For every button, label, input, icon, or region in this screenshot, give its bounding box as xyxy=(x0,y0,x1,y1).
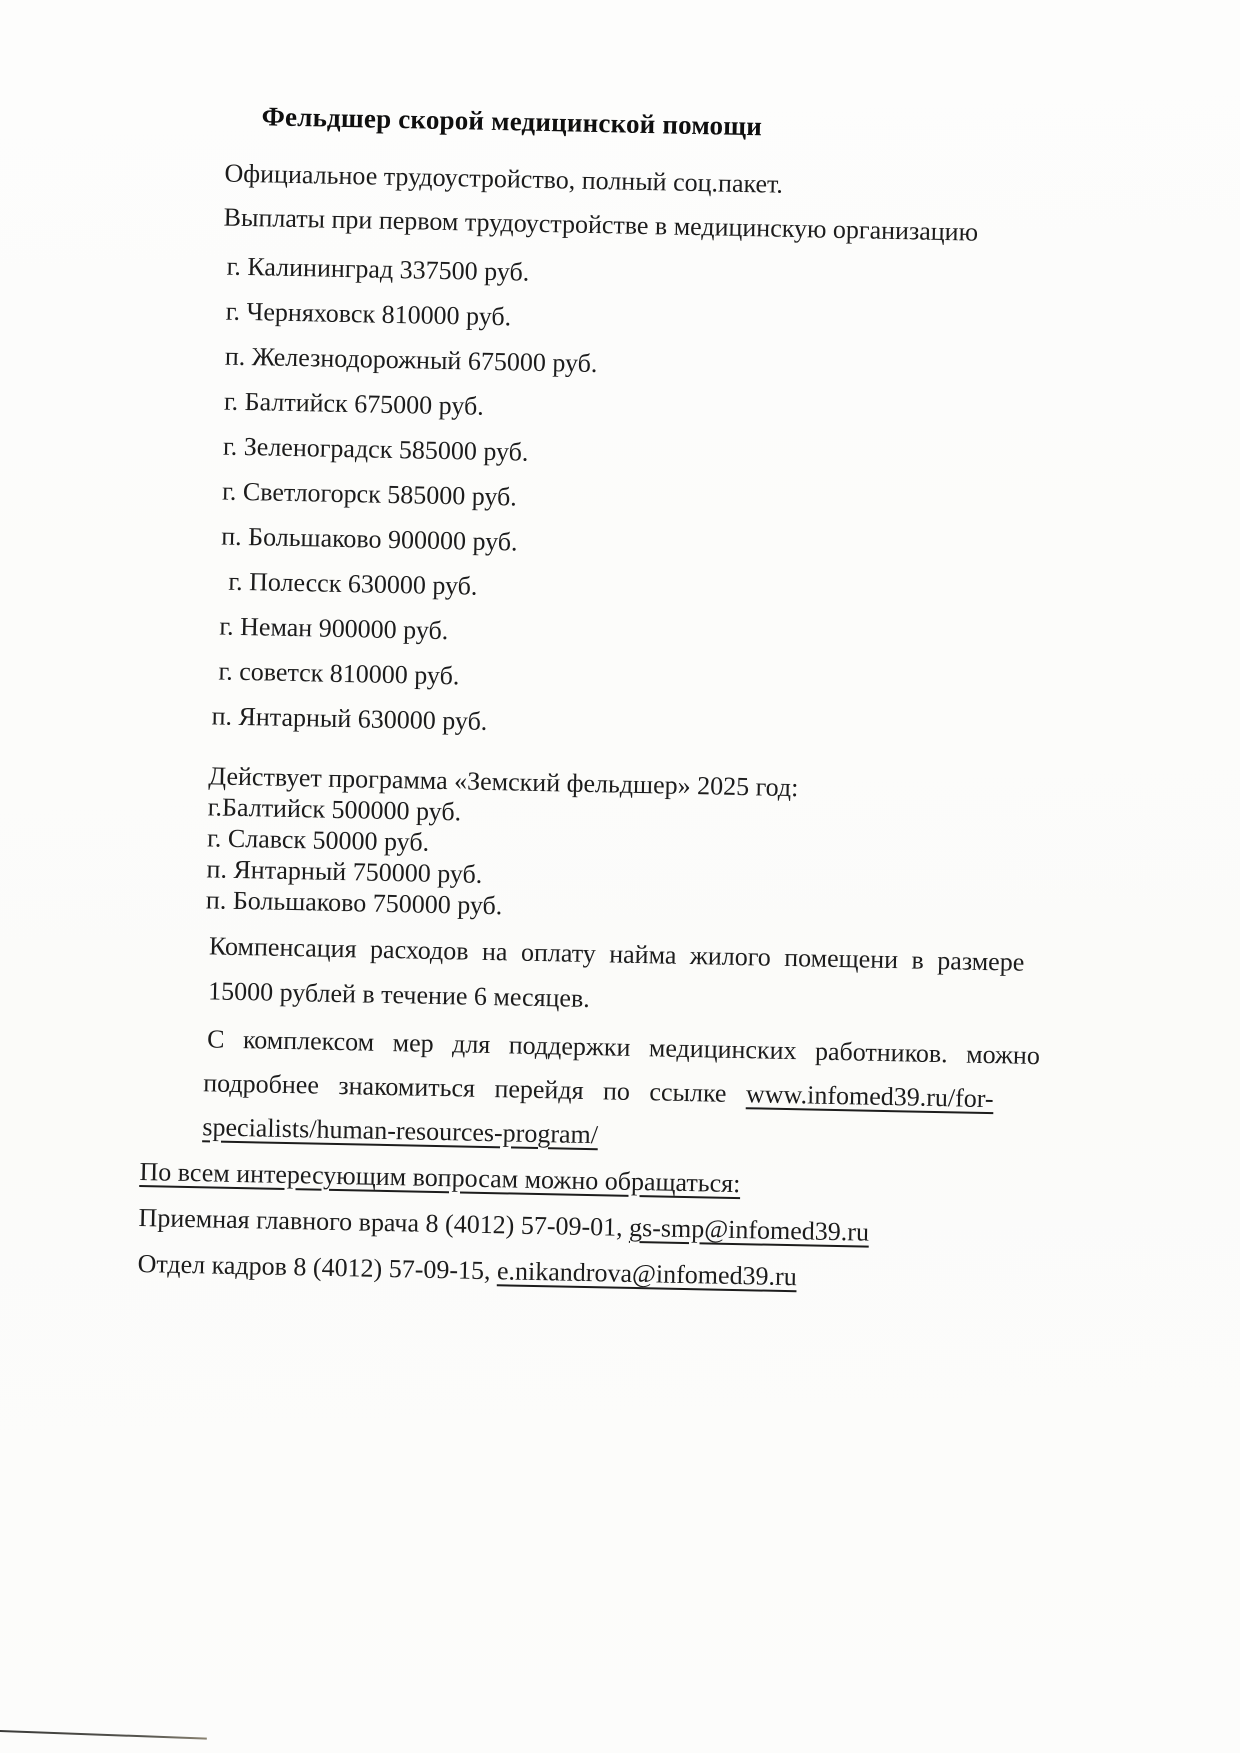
payment-item: г. Зеленоградск 585000 руб. xyxy=(222,431,529,467)
zemsky-program-block xyxy=(0,756,1105,933)
program-url-link-part-2[interactable]: specialists/human-resources-program/ xyxy=(202,1112,599,1150)
payment-item: п. Янтарный 630000 руб. xyxy=(211,701,488,736)
payment-item: г. Светлогорск 585000 руб. xyxy=(221,476,518,512)
payment-item: г. Балтийск 675000 руб. xyxy=(223,386,485,421)
payment-item: г. Калининград 337500 руб. xyxy=(226,251,530,287)
compensation-line-2: 15000 рублей в течение 6 месяцев. xyxy=(207,976,591,1014)
hr-contact-text: Отдел кадров 8 (4012) 57-09-15, xyxy=(137,1249,491,1286)
intro-line-payments: Выплаты при первом трудоустройстве в медицинскую организацию xyxy=(223,202,979,247)
scan-artifact-line xyxy=(0,1730,207,1740)
support-line-1: С комплексом мер для поддержки медицинских работников. можно xyxy=(206,1024,1041,1071)
program-url-link-part-1[interactable]: www.infomed39.ru/for- xyxy=(745,1079,994,1114)
zemsky-heading: Действует программа «Земский фельдшер» 2025 год: xyxy=(208,761,799,803)
reception-email-link[interactable]: gs-smp@infomed39.ru xyxy=(628,1212,870,1247)
contacts-heading: По всем интересующим вопросам можно обращаться: xyxy=(139,1157,741,1199)
hr-email-link[interactable]: e.nikandrova@infomed39.ru xyxy=(496,1256,798,1292)
payment-item: п. Большаково 900000 руб. xyxy=(220,521,518,557)
zemsky-item: п. Янтарный 750000 руб. xyxy=(206,854,483,889)
payment-item: г. Черняховск 810000 руб. xyxy=(225,296,512,332)
page-title: Фельдшер скорой медицинской помощи xyxy=(261,101,763,142)
compensation-line-1: Компенсация расходов на оплату найма жилого помещени в размере xyxy=(208,931,1025,977)
payment-item: г. Неман 900000 руб. xyxy=(219,611,449,646)
payment-item: п. Железнодорожный 675000 руб. xyxy=(224,341,598,379)
reception-contact-text: Приемная главного врача 8 (4012) 57-09-01, xyxy=(138,1203,623,1242)
intro-line-employment: Официальное трудоустройство, полный соц.пакет. xyxy=(224,158,784,199)
zemsky-item: г. Славск 50000 руб. xyxy=(206,823,430,857)
zemsky-item: г.Балтийск 500000 руб. xyxy=(207,792,462,827)
payment-item: г. Полесск 630000 руб. xyxy=(228,566,478,601)
support-line-2-text: подробнее знакомиться перейдя по ссылке xyxy=(203,1068,727,1108)
zemsky-item: п. Большаково 750000 руб. xyxy=(205,885,503,921)
payments-list xyxy=(0,239,1115,756)
payment-item: г. советск 810000 руб. xyxy=(218,656,460,691)
